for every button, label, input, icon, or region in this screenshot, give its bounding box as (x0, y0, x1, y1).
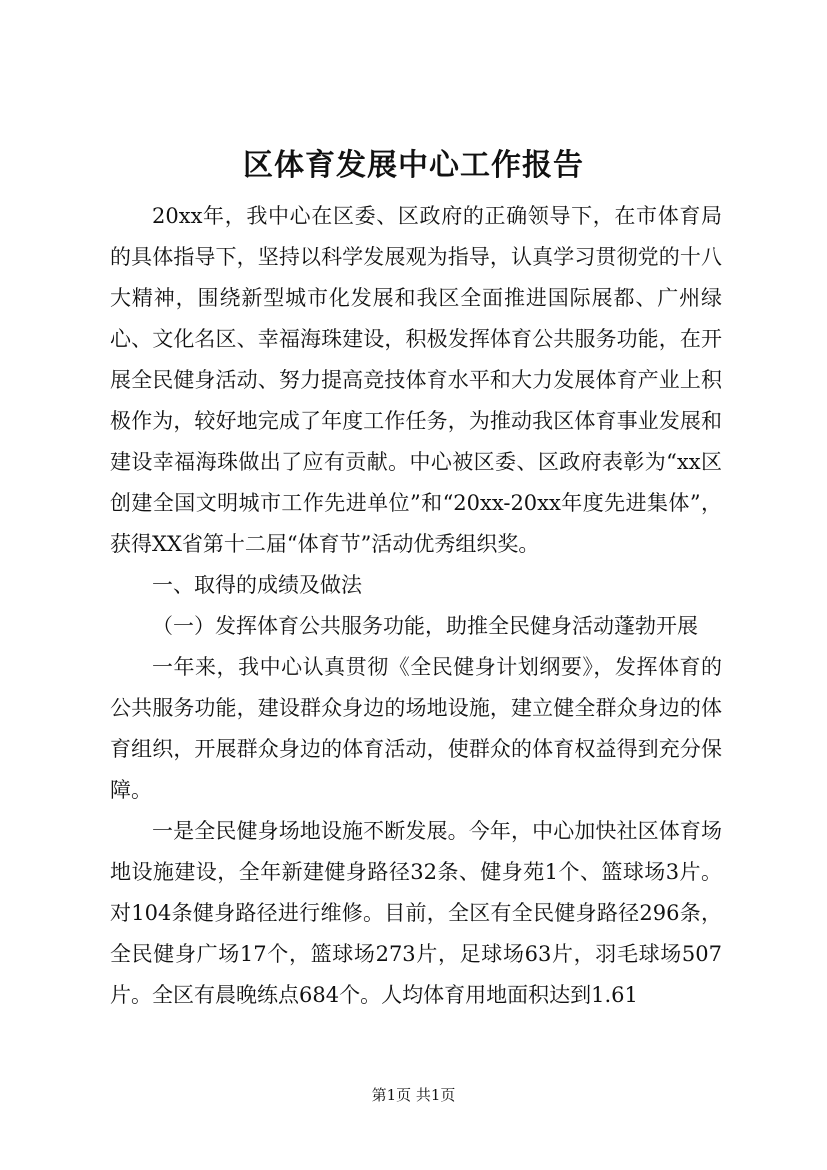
paragraph-overview: 一年来，我中心认真贯彻《全民健身计划纲要》，发挥体育的公共服务功能，建设群众身边的场地设施，建立健全群众身边的体育组织，开展群众身边的体育活动，使群众的体育权益得到充分保障。 (110, 655, 722, 802)
document-body (110, 196, 722, 1016)
section-heading: 一、取得的成绩及做法 (152, 573, 362, 597)
page-number-footer: 第1页 共1页 (371, 1086, 456, 1104)
paragraph-intro: 20xx年，我中心在区委、区政府的正确领导下，在市体育局的具体指导下，坚持以科学发展观为指导，认真学习贯彻党的十八大精神，围绕新型城市化发展和我区全面推进国际展都、广州绿心、文化名区、幸福海珠建设，积极发挥体育公共服务功能，在开展全民健身活动、努力提高竞技体育水平和大力发展体育产业上积极作为，较好地完成了年度工作任务，为推动我区体育事业发展和建设幸福海珠做出了应有贡献。中心被区委、区政府表彰为“xx区创建全国文明城市工作先进单位”和“20xx-20xx年度先进集体”，获得XX省第十二届“体育节”活动优秀组织奖。 (110, 204, 722, 556)
subsection-heading: （一）发挥体育公共服务功能，助推全民健身活动蓬勃开展 (152, 614, 698, 638)
document-title: 区体育发展中心工作报告 (243, 148, 584, 183)
paragraph-facilities: 一是全民健身场地设施不断发展。今年，中心加快社区体育场地设施建设，全年新建健身路径32条、健身苑1个、篮球场3片。对104条健身路径进行维修。目前，全区有全民健身路径296条，全民健身广场17个，篮球场273片，足球场63片，羽毛球场507片。全区有晨晚练点684个。人均体育用地面积达到1.61 (110, 819, 722, 1007)
